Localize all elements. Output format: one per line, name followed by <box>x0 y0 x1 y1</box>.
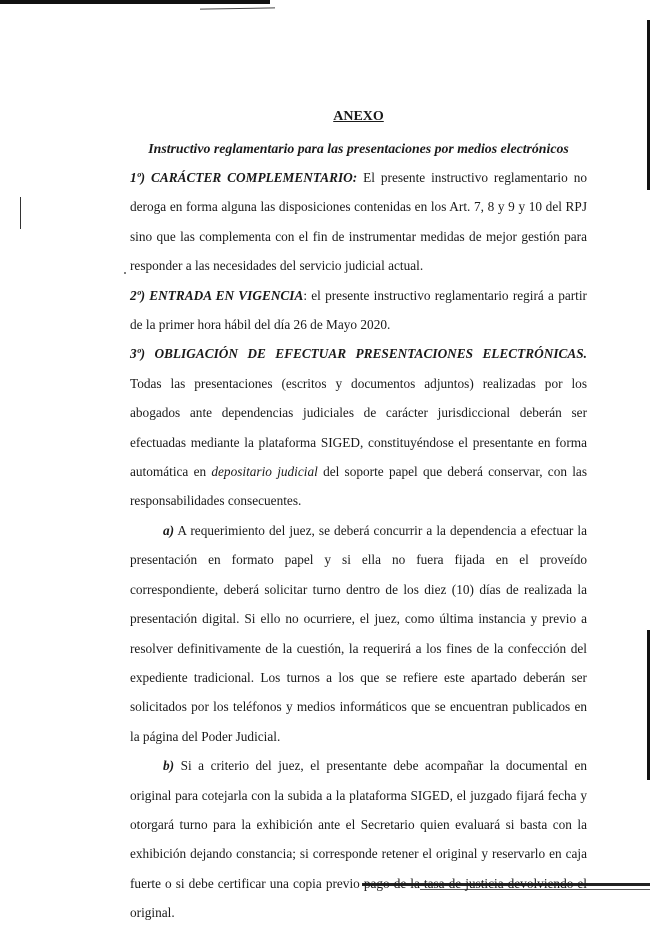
scan-edge-top-line <box>200 7 275 9</box>
section-2 <box>130 281 587 340</box>
section-3-text-before: Todas las presentaciones (escritos y documentos adjuntos) realizadas por los abogados ante dependencias judiciales de carácter jurisdiccional deberán ser efectuadas mediante la plataforma SIGED, constituyéndose el presentante en forma automática en <box>130 375 587 480</box>
section-3-italic-term: depositario judicial <box>211 464 318 480</box>
item-b <box>130 751 587 927</box>
item-a-label: a) <box>163 522 175 538</box>
section-1 <box>130 163 587 281</box>
document-body <box>130 105 587 928</box>
item-a-text: A requerimiento del juez, se deberá concurrir a la dependencia a efectuar la presentación en formato papel y si ella no fuera fijada en el proveído correspondiente, deberá solicitar turno dentro de los diez (10) días de realizada la presentación digital. Si ello no ocurriere, el juez, como última instancia y previo a resolver definitivamente de la cuestión, la requerirá a los fines de la confección del expediente tradicional. Los turnos a los que se refiere este apartado deberán ser solicitados por los teléfonos y medios informáticos que se encuentran publicados en la página del Poder Judicial. <box>130 522 587 744</box>
section-2-text: : el presente instructivo reglamentario regirá a partir de la primer hora hábil del día 26 de Mayo 2020. <box>130 287 587 333</box>
scan-dot <box>124 272 126 274</box>
section-1-heading: 1º) CARÁCTER COMPLEMENTARIO: <box>130 170 358 185</box>
scan-edge-top <box>0 0 270 4</box>
document-title: ANEXO <box>333 109 384 124</box>
section-3 <box>130 339 587 515</box>
section-2-heading: 2º) ENTRADA EN VIGENCIA <box>130 287 304 303</box>
section-3-text-after: del soporte papel que deberá conservar, con las responsabilidades consecuentes. <box>130 464 588 509</box>
item-b-label: b) <box>163 758 175 774</box>
section-3-heading: 3º) OBLIGACIÓN DE EFECTUAR PRESENTACIONES ELECTRÓNICAS. <box>130 346 587 362</box>
document-subtitle: Instructivo reglamentario para las presentaciones por medios electrónicos <box>148 141 569 156</box>
item-b-text: Si a criterio del juez, el presentante debe acompañar la documental en original para cotejarla con la subida a la plataforma SIGED, el juzgado fijará fecha y otorgará turno para la exhibición ante el Secretario quien evaluará si basta con la exhibición dejando constancia; si corresponde retener el original y reservarlo en caja fuerte o si debe certificar una copia previo pago de la tasa de justicia devolviendo el original. <box>130 758 587 921</box>
section-1-text: El presente instructivo reglamentario no deroga en forma alguna las disposiciones contenidas en los Art. 7, 8 y 9 y 10 del RPJ sino que las complementa con el fin de instrumentar medidas de mejor gestión para responder a las necesidades del servicio judicial actual. <box>130 170 587 274</box>
item-a <box>130 516 587 751</box>
scan-mark-left <box>20 197 21 229</box>
